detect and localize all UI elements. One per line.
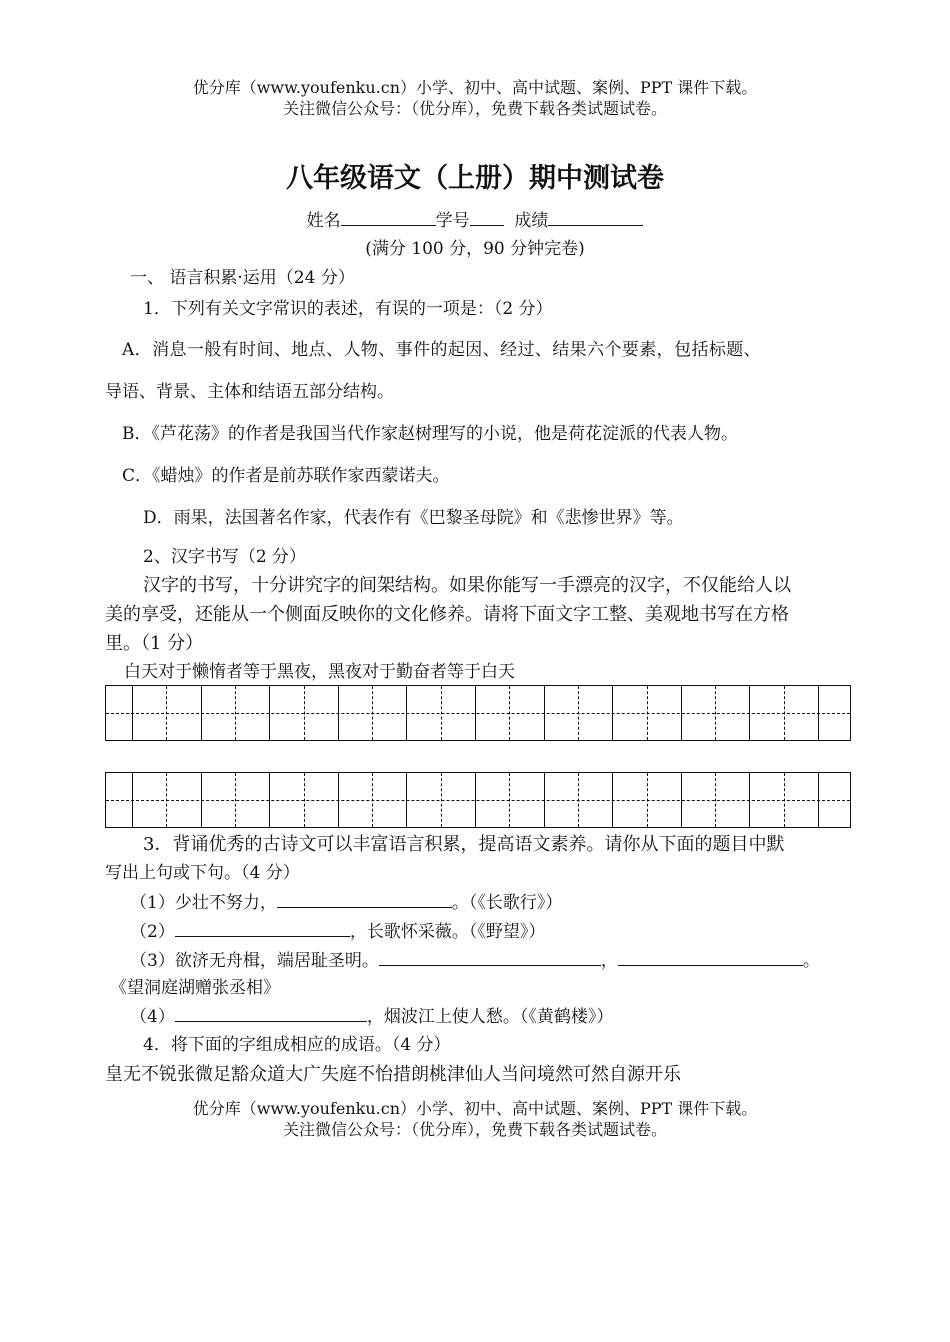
- q3-item-2: [130, 920, 545, 943]
- exam-title: 八年级语文（上册）期中测试卷: [286, 163, 664, 194]
- grid-divider: [681, 686, 682, 740]
- writing-grid-2[interactable]: [105, 772, 851, 828]
- q3-item-3-blank-2[interactable]: [618, 949, 803, 966]
- grid-divider: [715, 773, 716, 827]
- grid-divider: [166, 686, 167, 740]
- grid-divider: [406, 686, 407, 740]
- q3-item-4-text: （4）: [130, 1007, 175, 1027]
- q3-item-3-text: （3）欲济无舟楫，端居耻圣明。: [130, 951, 379, 971]
- q3-item-1-text: （1）少壮不努力，: [130, 893, 277, 913]
- score-label: 成绩: [514, 211, 549, 231]
- q3-paragraph-line-1: 3．背诵优秀的古诗文可以丰富语言积累，提高语文素养。请你从下面的题目中默: [143, 834, 785, 855]
- grid-divider: [338, 773, 339, 827]
- q1-option-c: C．《蜡烛》的作者是前苏联作家西蒙诺夫。: [122, 466, 450, 486]
- q3-item-1: [130, 891, 562, 914]
- grid-divider: [509, 686, 510, 740]
- writing-grid-1[interactable]: [105, 685, 851, 741]
- grid-divider: [818, 773, 819, 827]
- grid-divider: [509, 773, 510, 827]
- grid-divider: [132, 773, 133, 827]
- grid-divider: [784, 773, 785, 827]
- student-info-row: [0, 209, 950, 232]
- q3-item-3-source: 《望洞庭湖赠张丞相》: [110, 978, 280, 998]
- grid-divider: [201, 773, 202, 827]
- grid-divider: [269, 686, 270, 740]
- q3-item-3: [130, 949, 820, 972]
- grid-divider: [612, 773, 613, 827]
- grid-divider: [749, 686, 750, 740]
- grid-divider: [647, 686, 648, 740]
- q3-item-2-source: ，长歌怀采薇。（《野望》）: [349, 922, 546, 942]
- grid-divider: [441, 773, 442, 827]
- grid-divider: [784, 686, 785, 740]
- grid-divider: [201, 686, 202, 740]
- grid-divider: [235, 773, 236, 827]
- q4-stem: 4．将下面的字组成相应的成语。（4 分）: [143, 1035, 451, 1055]
- score-field[interactable]: [548, 209, 643, 226]
- exam-note: (满分 100 分，90 分钟完卷): [365, 239, 585, 259]
- grid-divider: [132, 686, 133, 740]
- q3-item-2-blank[interactable]: [175, 920, 350, 937]
- q3-item-3-comma: ，: [600, 951, 618, 971]
- q2-copy-sentence: 白天对于懒惰者等于黑夜，黑夜对于勤奋者等于白天: [124, 662, 515, 682]
- q4-characters: 皇无不锐张微足豁众道大广失庭不怡措朗桃津仙人当问境然可然自源开乐: [105, 1064, 681, 1085]
- grid-divider: [612, 686, 613, 740]
- grid-divider: [681, 773, 682, 827]
- grid-divider: [647, 773, 648, 827]
- id-label: 学号: [435, 211, 470, 231]
- q2-heading: 2、汉字书写（2 分）: [143, 547, 307, 567]
- q3-item-1-source: 。（《长歌行》）: [451, 893, 563, 913]
- grid-divider: [544, 773, 545, 827]
- q3-item-3-blank-1[interactable]: [379, 949, 601, 966]
- grid-divider: [475, 686, 476, 740]
- q3-item-4-blank[interactable]: [175, 1005, 367, 1022]
- grid-divider: [166, 773, 167, 827]
- footer-line-2: 关注微信公众号：（优分库），免费下载各类试题试卷。: [282, 1120, 667, 1139]
- q1-option-b: B．《芦花荡》的作者是我国当代作家赵树理写的小说，他是荷花淀派的代表人物。: [122, 424, 738, 444]
- id-field[interactable]: [470, 209, 504, 226]
- q2-paragraph-line-3: 里。（1 分）: [105, 633, 204, 654]
- q3-item-3-period: 。: [802, 951, 820, 971]
- q1-stem: 1．下列有关文字常识的表述，有误的一项是：（2 分）: [143, 299, 553, 319]
- q3-item-1-blank[interactable]: [277, 891, 452, 908]
- q1-option-d: D．雨果，法国著名作家，代表作有《巴黎圣母院》和《悲惨世界》等。: [143, 508, 684, 528]
- grid-divider: [749, 773, 750, 827]
- grid-divider: [406, 773, 407, 827]
- grid-divider: [269, 773, 270, 827]
- grid-divider: [304, 686, 305, 740]
- grid-divider: [578, 686, 579, 740]
- q3-item-4: [130, 1005, 613, 1028]
- section-1-heading: 一、 语言积累·运用（24 分）: [130, 268, 355, 288]
- grid-divider: [235, 686, 236, 740]
- grid-divider: [578, 773, 579, 827]
- grid-divider: [818, 686, 819, 740]
- q1-option-a-line-1: A．消息一般有时间、地点、人物、事件的起因、经过、结果六个要素，包括标题、: [122, 340, 762, 360]
- name-label: 姓名: [306, 211, 341, 231]
- q3-item-2-text: （2）: [130, 922, 175, 942]
- grid-divider: [475, 773, 476, 827]
- q3-item-4-source: ，烟波江上使人愁。（《黄鹤楼》）: [366, 1007, 614, 1027]
- grid-divider: [372, 773, 373, 827]
- header-line-2: 关注微信公众号：（优分库），免费下载各类试题试卷。: [282, 99, 667, 118]
- q2-paragraph-line-1: 汉字的书写，十分讲究字的间架结构。如果你能写一手漂亮的汉字，不仅能给人以: [143, 575, 791, 596]
- header-line-1: 优分库（www.youfenku.cn）小学、初中、高中试题、案例、PPT 课件下载。: [192, 78, 758, 97]
- name-field[interactable]: [341, 209, 436, 226]
- footer-line-1: 优分库（www.youfenku.cn）小学、初中、高中试题、案例、PPT 课件下载。: [192, 1099, 758, 1118]
- grid-divider: [715, 686, 716, 740]
- grid-divider: [304, 773, 305, 827]
- q3-paragraph-line-2: 写出上句或下句。（4 分）: [105, 863, 300, 883]
- grid-divider: [372, 686, 373, 740]
- q2-paragraph-line-2: 美的享受，还能从一个侧面反映你的文化修养。请将下面文字工整、美观地书写在方格: [105, 604, 789, 625]
- q1-option-a-line-2: 导语、背景、主体和结语五部分结构。: [105, 382, 394, 402]
- grid-divider: [441, 686, 442, 740]
- grid-divider: [544, 686, 545, 740]
- grid-divider: [338, 686, 339, 740]
